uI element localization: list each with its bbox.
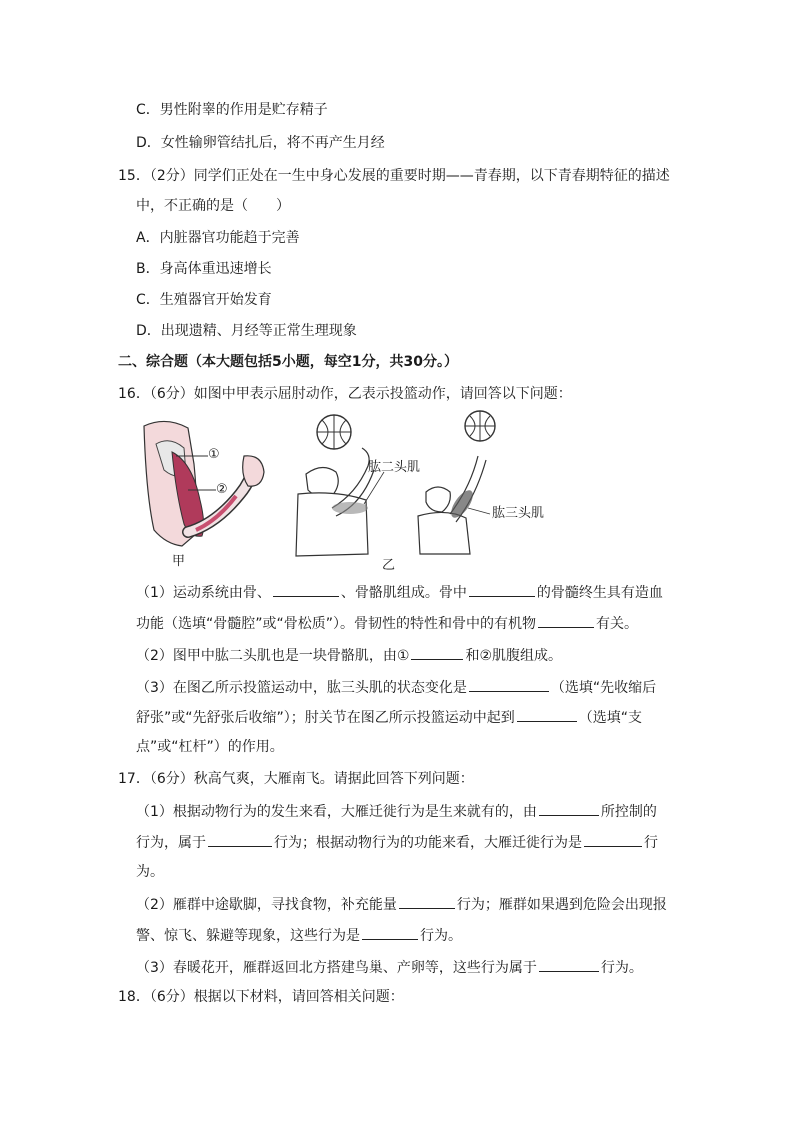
answer-blank[interactable] [517,706,577,722]
answer-blank[interactable] [362,924,418,940]
q17-part1-line1: （1）根据动物行为的发生来看，大雁迁徙行为是生来就有的，由 所控制的 [136,800,657,822]
caption-jia: 甲 [172,554,186,569]
q15-stem-line2: 中，不正确的是（ ） [136,198,290,214]
q15-option-a: A．内脏器官功能趋于完善 [136,230,300,246]
q16-part1-line2: 功能（选填“骨髓腔”或“骨松质”）。骨韧性的特性和骨中的有机物 有关。 [136,612,638,634]
answer-blank[interactable] [584,831,642,847]
q17-part3: （3）春暖花开，雁群返回北方搭建鸟巢、产卵等，这些行为属于 行为。 [136,956,643,978]
arm-diagram [136,404,566,576]
q15-option-c: C．生殖器官开始发育 [136,292,272,308]
q16-stem: 16．（6分）如图中甲表示屈肘动作，乙表示投篮动作，请回答以下问题： [118,386,572,402]
triceps-label: 肱三头肌 [492,506,545,521]
q17-part1-line2: 行为，属于 行为；根据动物行为的功能来看，大雁迁徙行为是 行 [136,831,658,853]
q16-part2: （2）图甲中肱二头肌也是一块骨骼肌，由① 和②肌腹组成。 [136,644,562,666]
answer-blank[interactable] [469,676,549,692]
answer-blank[interactable] [399,893,455,909]
section-heading: 二、综合题（本大题包括5小题，每空1分，共30分。） [118,354,458,370]
q18-stem: 18．（6分）根据以下材料，请回答相关问题： [118,989,404,1005]
q16-part3-line1: （3）在图乙所示投篮运动中，肱三头肌的状态变化是 （选填“先收缩后 [136,676,656,698]
answer-blank[interactable] [208,831,272,847]
basketball-player-2 [418,411,495,554]
q17-part1-line3: 为。 [136,864,164,880]
q14-option-d: D．女性输卵管结扎后，将不再产生月经 [136,135,385,151]
q16-part1-line1: （1）运动系统由骨、 、骨骼肌组成。骨中 的骨髓终生具有造血 [136,581,663,603]
q16-figure [136,404,566,576]
q14-option-c: C．男性附睾的作用是贮存精子 [136,102,328,118]
q17-stem: 17．（6分）秋高气爽，大雁南飞。请据此回答下列问题： [118,771,474,787]
figure-label-1: ① [208,447,220,462]
flexed-arm-illustration [144,421,264,546]
answer-blank[interactable] [538,612,594,628]
answer-blank[interactable] [411,644,463,660]
answer-blank[interactable] [539,800,599,816]
q15-stem-line1: 15．（2分）同学们正处在一生中身心发展的重要时期——青春期，以下青春期特征的描述 [118,168,670,184]
answer-blank[interactable] [273,581,339,597]
caption-yi: 乙 [382,558,396,573]
q16-part3-line2: 舒张”或“先舒张后收缩”）；肘关节在图乙所示投篮运动中起到 （选填“支 [136,706,642,728]
basketball-player-1 [296,415,384,556]
biceps-label: 肱二头肌 [368,460,421,475]
q15-option-b: B．身高体重迅速增长 [136,261,272,277]
figure-label-2: ② [216,482,228,497]
q15-option-d: D．出现遗精、月经等正常生理现象 [136,323,357,339]
answer-blank[interactable] [539,956,599,972]
answer-blank[interactable] [469,581,535,597]
q17-part2-line2: 警、惊飞、躲避等现象，这些行为是 行为。 [136,924,462,946]
q17-part2-line1: （2）雁群中途歇脚，寻找食物，补充能量 行为；雁群如果遇到危险会出现报 [136,893,667,915]
q16-part3-line3: 点”或“杠杆”）的作用。 [136,739,284,755]
